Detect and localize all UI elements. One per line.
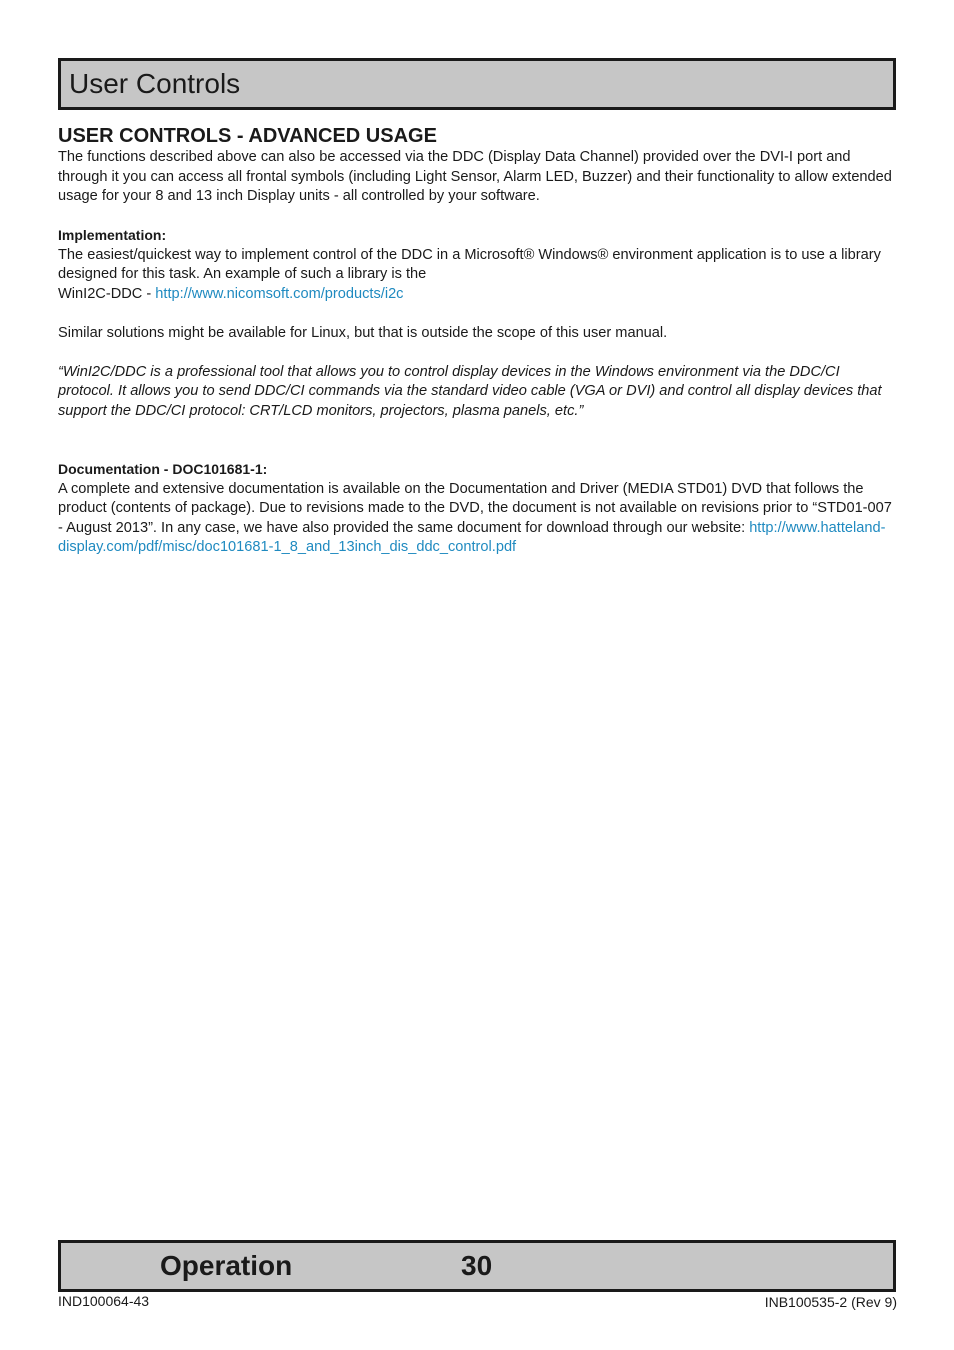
hatteland-doc-link[interactable]: http://www.hatteland-display.com/pdf/misc/doc101681-1_8_and_13inch_dis_ddc_control.pdf — [58, 519, 886, 555]
footer-section-name: Operation — [160, 1250, 293, 1281]
linux-note: Similar solutions might be available for Linux, but that is outside the scope of this user manual. — [58, 324, 668, 341]
spacer — [58, 343, 894, 363]
intro-paragraph: The functions described above can also be accessed via the DDC (Display Data Channel) provided over the DVI-I port and through it you can access all frontal symbols (including Light Sensor, Alarm LED, Buzzer) and their functionality to allow extended usage for your 8 and 13 inch Display units - all controlled by your software. — [58, 149, 892, 204]
implementation-text: The easiest/quickest way to implement control of the DDC in a Microsoft® Windows® environment application is to use a library designed for this task. An example of such a library is the — [58, 246, 881, 282]
page-number: 30 — [461, 1250, 493, 1281]
document-id-right: INB100535-2 (Rev 9) — [764, 1294, 897, 1310]
section-title: USER CONTROLS - ADVANCED USAGE — [58, 125, 437, 147]
spacer — [58, 207, 894, 227]
implementation-paragraph — [58, 246, 894, 305]
spacer — [58, 304, 894, 324]
nicomsoft-link[interactable]: http://www.nicomsoft.com/products/i2c — [155, 285, 404, 302]
library-prefix: WinI2C-DDC - — [58, 285, 156, 302]
documentation-heading: Documentation - DOC101681-1: — [58, 461, 268, 477]
documentation-text: A complete and extensive documentation is available on the Documentation and Driver (MEDIA STD01) DVD that follows the product (contents of package). Due to revisions made to the DVD, the document is not available on revisions prior to “STD01-007 - August 2013”. In any case, we have also provided the same document for download through our website: — [58, 480, 892, 536]
page-footer-bar — [58, 1240, 896, 1292]
documentation-paragraph — [58, 480, 894, 558]
page-header-bar — [58, 58, 896, 110]
main-content — [58, 124, 894, 558]
page-header-title: User Controls — [69, 68, 241, 99]
document-id-left: IND100064-43 — [58, 1293, 150, 1309]
implementation-heading: Implementation: — [58, 227, 167, 243]
product-quote: “WinI2C/DDC is a professional tool that allows you to control display devices in the Windows environment via the DDC/CI protocol. It allows you to send DDC/CI commands via the standard video cable (VGA or DVI) and control all display devices that support the DDC/CI protocol: CRT/LCD monitors, projectors, plasma panels, etc.” — [58, 363, 882, 419]
spacer — [58, 421, 894, 460]
